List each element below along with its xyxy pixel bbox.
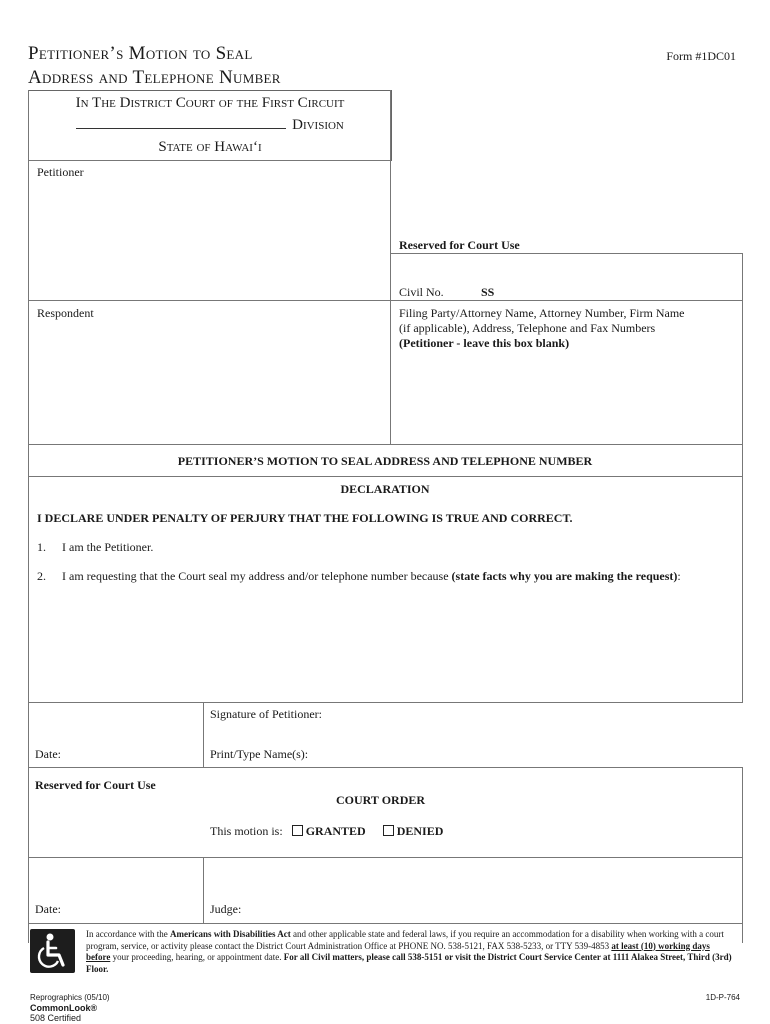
civil-no-label: Civil No.	[399, 285, 444, 299]
rule	[28, 702, 742, 703]
civil-no-value: SS	[481, 285, 495, 299]
reserved-court-use-label: Reserved for Court Use	[399, 238, 520, 252]
rule	[390, 300, 742, 301]
court-name: In The District Court of the First Circuit	[75, 95, 345, 111]
footer-code: 1D-P-764	[705, 993, 740, 1002]
order-date-label: Date:	[35, 902, 61, 916]
rule	[28, 767, 742, 768]
footer-left	[30, 993, 110, 1023]
print-name-label: Print/Type Name(s):	[210, 747, 309, 761]
state-name: State of Hawai‘i	[158, 139, 262, 155]
perjury-oath: I DECLARE UNDER PENALTY OF PERJURY THAT THE FOLLOWING IS TRUE AND CORRECT.	[37, 511, 573, 525]
rule	[28, 476, 742, 477]
item-2-number: 2.	[37, 569, 46, 583]
ada-deadline: at least (10) working days before	[86, 940, 710, 962]
rule	[28, 300, 390, 301]
form-title	[28, 42, 281, 90]
form-title-line2: Address and Telephone Number	[28, 67, 281, 88]
filing-party-info	[399, 306, 684, 351]
item-1-number: 1.	[37, 540, 46, 554]
wheelchair-accessibility-icon	[30, 929, 75, 973]
certified-label: 508 Certified	[30, 1013, 82, 1023]
rule	[390, 253, 742, 254]
rule	[28, 923, 742, 924]
form-number: Form #1DC01	[666, 49, 736, 63]
column-divider	[390, 90, 391, 445]
denied-label: DENIED	[396, 824, 444, 838]
granted-label: GRANTED	[305, 824, 366, 838]
rule	[28, 160, 390, 161]
filing-party-note: (Petitioner - leave this box blank)	[399, 336, 570, 350]
respondent-label: Respondent	[37, 306, 94, 320]
item-2-statement: I am requesting that the Court seal my address and/or telephone number because	[62, 569, 452, 583]
item-1-text: I am the Petitioner.	[62, 540, 154, 554]
signature-label: Signature of Petitioner:	[210, 707, 322, 721]
denied-option[interactable]	[383, 824, 444, 838]
denied-checkbox[interactable]	[383, 825, 394, 836]
item-2-instruction: (state facts why you are making the request)	[451, 569, 678, 583]
item-2-text	[62, 569, 681, 584]
column-divider	[203, 857, 204, 923]
court-caption-box	[28, 90, 392, 161]
ada-notice-text-1: In accordance with the	[86, 929, 170, 939]
judge-label: Judge:	[210, 902, 242, 916]
motion-status	[210, 824, 443, 839]
commonlook-logo: CommonLook®	[30, 1003, 98, 1013]
petitioner-label: Petitioner	[37, 165, 84, 179]
right-border	[742, 767, 743, 943]
division-blank[interactable]	[76, 127, 286, 129]
ada-civil-matters: For all Civil matters, please call 538-5151 or visit the District Court Service Center at 1111 Alakea Street, Third (3rd) Floor.	[86, 952, 732, 974]
ada-notice	[86, 929, 736, 975]
granted-option[interactable]	[292, 824, 366, 838]
date-label: Date:	[35, 747, 61, 761]
left-border	[28, 90, 29, 943]
ada-notice-text-3: your proceeding, hearing, or appointment date.	[110, 952, 284, 962]
ada-act-name: Americans with Disabilities Act	[169, 929, 291, 939]
order-reserved-label: Reserved for Court Use	[35, 778, 156, 792]
filing-party-line2: (if applicable), Address, Telephone and Fax Numbers	[399, 321, 656, 335]
court-order-heading: COURT ORDER	[336, 793, 426, 807]
filing-party-line1: Filing Party/Attorney Name, Attorney Number, Firm Name	[399, 306, 685, 320]
declaration-heading: DECLARATION	[340, 482, 430, 496]
granted-checkbox[interactable]	[292, 825, 303, 836]
division-line	[29, 117, 391, 134]
motion-status-label: This motion is:	[210, 824, 283, 838]
rule	[28, 857, 742, 858]
form-title-line1: Petitioner’s Motion to Seal	[28, 43, 253, 64]
motion-heading: PETITIONER’S MOTION TO SEAL ADDRESS AND TELEPHONE NUMBER	[177, 454, 593, 468]
ada-notice-text-2: and other applicable state and federal laws, if you require an accommodation for a disability when working with a court program, service, or activity please contact the District Court Administration Office at PHONE NO. 538-5121, FAX 538-5233, or TTY 539-4853	[86, 929, 724, 951]
reprographics-code: Reprographics (05/10)	[30, 993, 110, 1002]
item-2-colon: :	[677, 569, 681, 583]
column-divider	[203, 702, 204, 768]
reasons-field[interactable]	[37, 590, 737, 695]
rule	[28, 444, 742, 445]
right-border	[742, 253, 743, 703]
division-label: Division	[292, 117, 344, 133]
